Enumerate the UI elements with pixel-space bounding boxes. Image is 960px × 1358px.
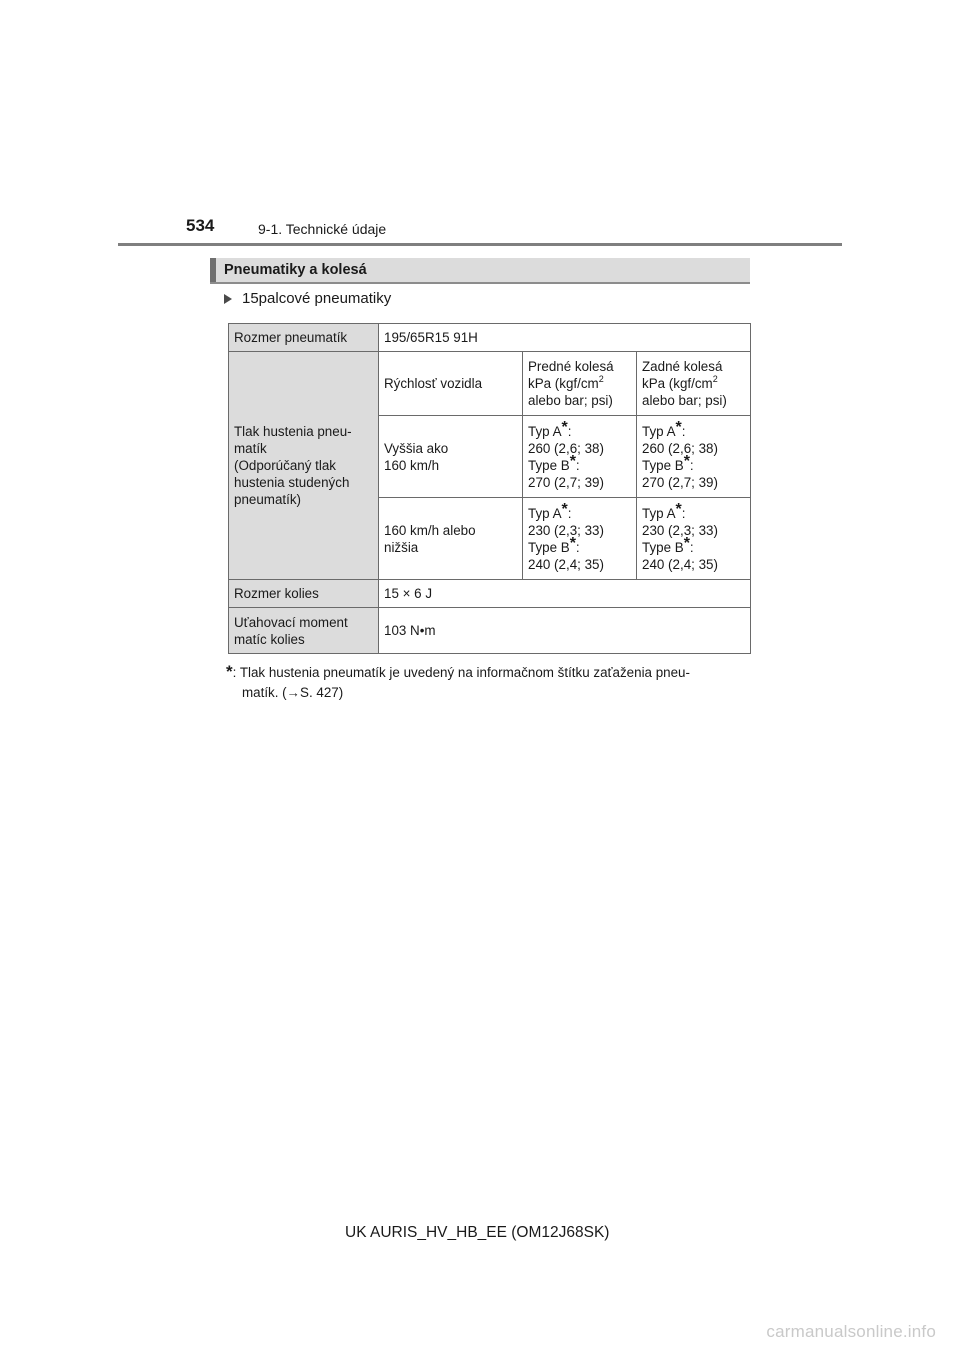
asterisk-mark: *	[561, 500, 568, 518]
type-b-value: 240 (2,4; 35)	[528, 556, 604, 572]
front-pressure-cell	[523, 498, 637, 580]
rear-wheel-header	[637, 352, 751, 416]
colon: :	[689, 457, 694, 473]
pressure-label-line: Tlak hustenia pneu-	[234, 424, 352, 439]
type-a-value: 260 (2,6; 38)	[528, 440, 604, 456]
torque-label-line: Uťahovací moment	[234, 614, 348, 630]
torque-label-line: matíc kolies	[234, 631, 305, 647]
torque-label	[229, 608, 379, 654]
rear-pressure-cell	[637, 416, 751, 498]
table-row-wheel-size	[229, 580, 751, 608]
watermark: carmanualsonline.info	[766, 1322, 936, 1341]
section-reference: 9-1. Technické údaje	[258, 221, 387, 237]
footnote	[226, 662, 752, 703]
header-divider	[118, 243, 842, 246]
type-b-value: 270 (2,7; 39)	[528, 474, 604, 490]
pressure-label-line: pneumatík)	[234, 492, 301, 507]
pressure-label	[229, 352, 379, 580]
colon: :	[681, 423, 686, 439]
speed-cell	[379, 416, 523, 498]
section-heading-bar	[210, 258, 216, 282]
colon: :	[575, 457, 580, 473]
footnote-asterisk: *	[226, 662, 233, 681]
colon: :	[689, 539, 694, 555]
footer-model-code: UK AURIS_HV_HB_EE (OM12J68SK)	[345, 1224, 610, 1241]
front-header-line: alebo bar; psi)	[528, 393, 613, 408]
pressure-label-line: hustenia studených	[234, 475, 350, 490]
speed-line: nižšia	[384, 539, 419, 555]
type-b-label: Type B	[642, 457, 684, 473]
superscript: 2	[712, 374, 718, 384]
speed-line: 160 km/h alebo	[384, 522, 476, 538]
rear-header-line: kPa (kgf/cm	[642, 376, 713, 391]
colon: :	[575, 539, 580, 555]
table-row-torque	[229, 608, 751, 654]
asterisk-mark: *	[683, 452, 690, 470]
rear-header-line: Zadné kolesá	[642, 359, 723, 374]
colon: :	[681, 505, 686, 521]
colon: :	[567, 423, 572, 439]
speed-cell	[379, 498, 523, 580]
footnote-line-2: matík. (→S. 427)	[242, 685, 344, 700]
page-number: 534	[186, 216, 215, 235]
front-header-line: kPa (kgf/cm	[528, 376, 599, 391]
type-b-label: Type B	[642, 539, 684, 555]
speed-header: Rýchlosť vozidla	[379, 352, 523, 416]
rear-pressure-cell	[637, 498, 751, 580]
asterisk-mark: *	[675, 418, 682, 436]
type-a-value: 230 (2,3; 33)	[642, 522, 718, 538]
wheel-size-value: 15 × 6 J	[379, 580, 751, 608]
type-a-label: Typ A	[642, 505, 676, 521]
pressure-label-line: (Odporúčaný tlak	[234, 458, 336, 473]
tire-size-value: 195/65R15 91H	[379, 324, 751, 352]
table-row-tire-size	[229, 324, 751, 352]
superscript: 2	[598, 374, 604, 384]
asterisk-mark: *	[569, 534, 576, 552]
subheading	[224, 290, 391, 307]
section-title: Pneumatiky a kolesá	[224, 262, 367, 278]
section-heading	[210, 258, 750, 284]
type-b-value: 240 (2,4; 35)	[642, 556, 718, 572]
asterisk-mark: *	[675, 500, 682, 518]
type-a-value: 260 (2,6; 38)	[642, 440, 718, 456]
type-b-label: Type B	[528, 539, 570, 555]
tire-size-label: Rozmer pneumatík	[229, 324, 379, 352]
subheading-text: 15palcové pneumatiky	[242, 290, 392, 307]
front-wheel-header	[523, 352, 637, 416]
asterisk-mark: *	[561, 418, 568, 436]
type-a-label: Typ A	[528, 505, 562, 521]
speed-line: 160 km/h	[384, 457, 440, 473]
table-row-pressure-header	[229, 352, 751, 416]
tire-spec-table	[228, 323, 751, 654]
rear-header-line: alebo bar; psi)	[642, 393, 727, 408]
asterisk-mark: *	[683, 534, 690, 552]
torque-value: 103 N•m	[379, 608, 751, 654]
speed-line: Vyššia ako	[384, 440, 449, 456]
front-pressure-cell	[523, 416, 637, 498]
footnote-line-1: : Tlak hustenia pneumatík je uvedený na informačnom štítku zaťaženia pneu-	[232, 665, 690, 680]
type-b-label: Type B	[528, 457, 570, 473]
arrow-right-icon	[224, 294, 232, 304]
asterisk-mark: *	[569, 452, 576, 470]
type-a-label: Typ A	[642, 423, 676, 439]
pressure-label-line: matík	[234, 441, 267, 456]
wheel-size-label: Rozmer kolies	[229, 580, 379, 608]
front-header-line: Predné kolesá	[528, 359, 614, 374]
type-a-value: 230 (2,3; 33)	[528, 522, 604, 538]
type-b-value: 270 (2,7; 39)	[642, 474, 718, 490]
type-a-label: Typ A	[528, 423, 562, 439]
colon: :	[567, 505, 572, 521]
